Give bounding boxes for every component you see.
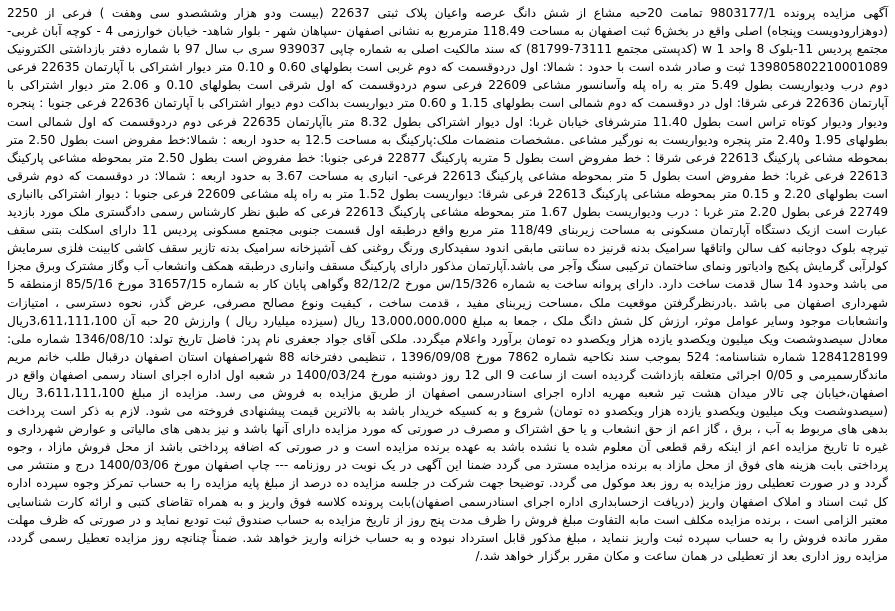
auction-notice-text: آگهی مزایده پرونده 9803177/1 تمامت 20حبه مشاع از شش دانگ عرصه واعیان پلاک ثبتی 22637 (بیست ودو هزار وششصدو سی وهفت ) فرعی از 2250 (دوهزارودویست وپنجاه) اصلی واقع در بخش6 ثبت اصفهان به مساحت 118.49 مترمربع به نشانی اصفهان -سپاهان شهر - بلوار شاهد- خیابان خوارزمی 4 - کوچه آبان غربی- مجتمع پردیس 11-بلوک 8 واحد 1 w (کدپستی مجتمع 73111-81799) که سند مالکیت اصلی به شماره چاپی 939037 سری ب سال 97 با شماره دفتر بازداشتی الکترونیک 139805802210001089 ثبت و صادر شده است با حدود : شمالا: اول دردوقسمت که دوم غربی است بطولهای 0.60 و 0.10 متر دیوار اشتراکی با آپارتمان 22635 فرعی دوم درب ودیواریست بطول 5.49 متر به راه پله وآسانسور مشاعی 22609 فرعی سوم دردوقسمت که اول شرقی است بطولهای 0.10 و 2.06 متر دیوار اشتراکی با آپارتمان 22636 فرعی شرقا: اول در دوقسمت که دوم شمالی است بطولهای 1.15 و 0.60 متر دیواریست بداکت دوم دیوار اشتراکی با آپارتمان 22636 فرعی جنوبا : پنجره ودیوار ودیوار کوتاه تراس است بطول 11.40 مترشرفای خیابان غربا: اول دیوار اشتراکی بطول 8.32 متر باآپارتمان 22635 فرعی دوم دردوقسمت که اول شمالی است بطولهای 1.95 و2.40 متر پنجره ودیواریست به نورگیر مشاعی .مشخصات منضمات ملک:پارکینگ به مساحت 12.5 به حدود اربعه : شمالا:خط مفروض است بطول 2.50 متر بمحوطه مشاعی پارکینگ 22613 فرعی شرقا : خط مفروض است بطول 5 متربه پارکینگ 22877 فرعی جنوبا: خط مفروض است بطول 2.50 متر بمحوطه مشاعی پارکینگ 22613 فرعی غربا: خط مفروض است بطول 5 متر بمحوطه مشاعی پارکینگ 22613 فرعی- انباری به مساحت 3.67 به حدود اربعه : شمالا: در دوقسمت که دوم شرقی است بطولهای 2.20 و 0.15 متر بمحوطه مشاعی پارکینگ 22613 فرعی شرقا: دیواریست بطول 1.52 متر به راه پله مشاعی 22609 فرعی جنوبا : دیوار اشتراکی باانباری 22749 فرعی بطول 2.20 متر غربا : درب ودیواریست بطول 1.67 متر بمحوطه مشاعی پارکینگ 22613 فرعی که طبق نظر کارشناس رسمی دادگستری ملک مورد بازدید عبارت است ازیک دستگاه آپارتمان مسکونی به مساحت زیربنای 118/49 متر مربع واقع درطبقه اول قسمت جنوبی مجتمع مسکونی پردیس 11 دارای اسکلت بتنی سقف تیرچه بلوک دوجانبه کف سالن واتاقها سرامیک بدنه قرنیز ده سانتی مابقی اندود سفیدکاری ورنگ روغنی کف آشپزخانه سرامیک بدنه تازیر سقف کاشی کابینت فلزی سرمایش کولرآبی گرمایش پکیج وادیاتور ونمای ساختمان ترکیبی سنگ وآجر می باشد.آپارتمان مذکور دارای پارکینگ مسقف وانباری درطبقه همکف وانشعاب آب وگاز مشترک وبرق مجزا می باشد وحدود 14 سال قدمت ساخت دارد. دارای پروانه ساخت به شماره 15/326/س مورخ 82/12/2 وگواهی پایان کار به شماره 31657/15 مورخ 85/5/16 ازمنطقه 5 شهرداری اصفهان می باشد .بادرنظرگرفتن موقعیت ملک ،مساحت زیربنای مفید ، قدمت ساخت ، کیفیت ونوع مصالح مصرفی، عرض گذر، نحوه دسترسی ، امتیازات وانشعابات موجود وسایر عوامل موثر، ارزش کل شش دانگ ملک ، جمعا به مبلغ 13،000،000،000 ریال (سیزده میلیارد ریال ) وارزش 20 حبه آن 3،611،111،100ریال معادل سیصدوشصت ویک میلیون ویکصدو یازده هزار ویکصدو ده تومان برآورد واعلام میگردد. ملکی آقای جواد جعفری نام پدر: فاضل تاریخ تولد: 1346/08/10 شماره ملی: 1284128199 شماره شناسنامه: 524 بموجب سند نکاحیه شماره 7862 مورخ 1396/09/08 ، تنظیمی دفترخانه 88 شهراصفهان استان اصفهان درقبال طلب خانم مریم ماندگارسمیرمی و 0/05 اجرائی متعلقه بازداشت گردیده است از ساعت 9 الی 12 روز دوشنبه مورخ 1400/03/24 در شعبه اول اداره اجرای اسناد رسمی اصفهان واقع در اصفهان،خیابان چی تالار میدان هشت تیر شعبه مهریه اداره اجرای اسنادرسمی اصفهان از طریق مزایده به فروش می رسد. مزایده از مبلغ 3،611،111،100 ریال (سیصدوشصت ویک میلیون ویکصدو یازده هزار ویکصدو ده تومان) شروع و به کسیکه خریدار باشد به بالاترین قیمت پیشنهادی فروخته می شود. لازم به ذکر است پرداخت بدهی های مربوط به آب ، برق ، گاز اعم از حق انشعاب و یا حق اشتراک و مصرف در صورتی که مورد مزایده دارای آنها باشد و نیز بدهی های مالیاتی و عوارض شهرداری و غیره تا تاریخ مزایده اعم از اینکه رقم قطعی آن معلوم شده یا نشده باشد به عهده برنده مزایده است و در صورتی که اضافه پرداختی باشد از محل فروش مازاد ، وجوه پرداختی بابت هزینه های فوق از محل مازاد به برنده مزایده مسترد می گردد ضمنا این آگهی در یک نوبت در روزنامه --- چاپ اصفهان مورخ 1400/03/06 درج و منتشر می گردد و در صورت تعطیلی روز مزایده به روز بعد موکول می گردد. توضیحا جهت شرکت در جلسه مزایده ده درصد از مبلغ پایه مزایده را به حساب تمرکز وجوه سپرده اداره کل ثبت اسناد و املاک اصفهان واریز (دریافت ازحسابداری اداره اجرای اسنادرسمی اصفهان)بابت پرونده کلاسه فوق واریز و به همراه تقاضای کتبی و ارائه کارت شناسایی معتبر الزامی است ، برنده مزایده مکلف است مابه التفاوت مبلغ فروش را ظرف مدت پنج روز از تاریخ مزایده به حساب صندوق ثبت تودیع نماید و در صورتی که ظرف مهلت مقرر مانده فروش را به حساب سپرده ثبت واریز ننماید ، مبلغ مذکور قابل استرداد نبوده و به حساب خزانه واریز خواهد شد. ضمناً چنانچه روز مزایده تعطیل رسمی گردد، مزایده روز اداری بعد از تعطیلی در همان ساعت و مکان مقرر برگزار خواهد شد./	[7, 6, 889, 563]
